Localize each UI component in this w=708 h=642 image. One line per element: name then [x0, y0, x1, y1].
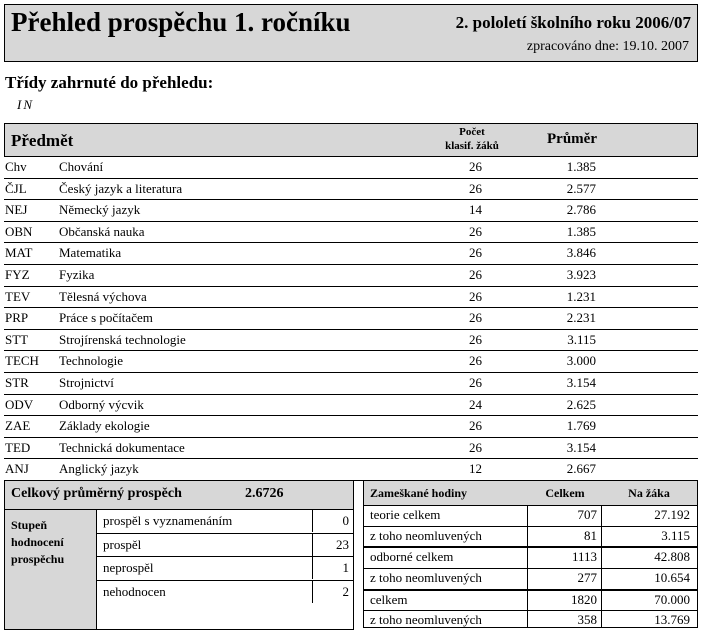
subject-name: Strojírenská technologie [59, 331, 186, 347]
table-row [364, 527, 697, 549]
table-row [97, 510, 353, 534]
absence-label: z toho neomluvených [370, 612, 482, 628]
subject-code: TED [5, 439, 31, 455]
subject-average: 2.231 [566, 310, 596, 326]
grade-category-line2: hodnocení [11, 535, 64, 549]
grade-label: prospěl [103, 536, 142, 552]
absence-total: 358 [577, 612, 597, 628]
absence-table-body [364, 506, 697, 631]
table-row [364, 506, 697, 527]
report-header [4, 4, 698, 62]
subject-count: 14 [469, 202, 482, 218]
grade-label: nehodnocen [103, 583, 166, 599]
grade-label: neprospěl [103, 560, 154, 575]
grade-count: 2 [312, 581, 352, 603]
subject-name: Fyzika [59, 266, 95, 282]
subject-average: 2.625 [566, 396, 596, 412]
subject-count: 26 [469, 310, 482, 326]
table-row [364, 548, 697, 569]
grade-count: 1 [312, 557, 352, 579]
absence-per-student: 13.769 [654, 612, 690, 628]
grade-category-line1: Stupeň [11, 518, 48, 532]
subject-code: Chv [5, 159, 27, 174]
table-row [4, 265, 698, 287]
absence-per-student: 70.000 [654, 591, 690, 607]
grade-category-label [5, 517, 96, 568]
subject-count: 26 [469, 223, 482, 239]
subjects-table-header [4, 123, 698, 157]
classes-value: IN [17, 97, 34, 112]
subject-code: TECH [5, 353, 39, 369]
subject-name: Anglický jazyk [59, 461, 139, 477]
overall-summary-header [5, 481, 353, 510]
absence-total: 81 [584, 527, 597, 543]
subject-code: TEV [5, 288, 31, 304]
table-row [4, 179, 698, 201]
table-row [4, 330, 698, 352]
subject-count: 26 [469, 245, 482, 261]
subject-average: 3.115 [567, 331, 596, 347]
subject-average: 3.923 [566, 266, 596, 282]
subject-count: 26 [469, 180, 482, 196]
absence-total: 707 [577, 507, 597, 522]
subject-count: 26 [469, 288, 482, 304]
subject-average: 1.385 [566, 223, 596, 239]
absence-label: teorie celkem [370, 507, 441, 522]
subject-name: Chování [59, 159, 104, 174]
overall-average-value: 2.6726 [245, 486, 284, 501]
subject-name: Technická dokumentace [59, 439, 185, 455]
subject-name: Práce s počítačem [59, 310, 153, 326]
absence-label-header: Zameškané hodiny [370, 486, 468, 500]
subject-count: 12 [469, 461, 482, 477]
table-row [97, 534, 353, 558]
subject-average: 3.000 [566, 353, 596, 369]
table-row [364, 569, 697, 591]
absence-summary-box [363, 480, 698, 628]
subject-count: 26 [469, 353, 482, 369]
grade-count: 23 [312, 534, 352, 556]
absence-label: z toho neomluvených [370, 527, 482, 543]
school-period: 2. pololetí školního roku 2006/07 [455, 13, 691, 32]
table-row [4, 157, 698, 179]
subject-name: Český jazyk a literatura [59, 180, 183, 196]
overall-average-label: Celkový průměrný prospěch [11, 486, 182, 501]
subject-count: 26 [469, 266, 482, 282]
subject-name: Občanská nauka [59, 223, 145, 239]
subject-count: 24 [469, 396, 482, 412]
subject-code: ANJ [5, 461, 29, 477]
subject-count: 26 [469, 374, 482, 390]
absence-label: odborné celkem [370, 549, 454, 565]
subject-average: 3.154 [566, 439, 596, 455]
subject-name: Technologie [59, 353, 124, 369]
grade-category-cell [5, 510, 97, 629]
subject-average: 3.846 [566, 245, 596, 261]
absence-total: 277 [577, 570, 597, 586]
subject-code: ODV [5, 396, 34, 412]
table-row [4, 373, 698, 395]
subject-average: 2.667 [566, 461, 596, 477]
absence-per-student: 3.115 [661, 527, 690, 543]
table-row [4, 287, 698, 309]
subjects-table-body [4, 157, 698, 481]
subject-code: NEJ [5, 202, 28, 218]
table-row [4, 308, 698, 330]
table-row [4, 459, 698, 481]
table-row [4, 416, 698, 438]
subject-count: 26 [469, 159, 482, 174]
count-header-line2: klasif. žáků [445, 140, 499, 152]
average-column-header: Průměr [547, 131, 597, 147]
subject-average: 3.154 [566, 374, 596, 390]
subject-column-header: Předmět [11, 131, 74, 150]
subject-code: ZAE [5, 418, 31, 434]
table-row [4, 243, 698, 265]
table-row [4, 395, 698, 417]
subject-name: Německý jazyk [59, 202, 141, 218]
absence-per-student: 10.654 [654, 570, 690, 586]
absence-per-student: 42.808 [654, 549, 690, 565]
absence-total: 1113 [571, 549, 597, 565]
subject-average: 2.786 [566, 202, 596, 218]
absence-label: celkem [370, 591, 408, 607]
processed-date: zpracováno dne: 19.10. 2007 [526, 39, 689, 54]
table-row [4, 222, 698, 244]
subject-average: 2.577 [566, 180, 596, 196]
absence-per-student-header: Na žáka [628, 486, 670, 500]
subject-name: Základy ekologie [59, 418, 150, 434]
subject-code: STT [5, 331, 29, 347]
count-header-line1: Počet [459, 126, 485, 138]
grade-category-line3: prospěchu [11, 552, 65, 566]
subject-name: Matematika [59, 245, 122, 261]
subject-name: Strojnictví [59, 374, 114, 390]
absence-table-header [364, 481, 697, 506]
subject-code: PRP [5, 310, 29, 326]
table-row [364, 591, 697, 612]
table-row [97, 557, 353, 581]
absence-label: z toho neomluvených [370, 570, 482, 586]
subject-average: 1.385 [566, 159, 596, 174]
classes-heading: Třídy zahrnuté do přehledu: [5, 73, 214, 92]
page-title: Přehled prospěchu 1. ročníku [11, 7, 351, 37]
grade-label: prospěl s vyznamenáním [103, 513, 233, 528]
subject-average: 1.231 [566, 288, 596, 304]
absence-total-header: Celkem [545, 486, 585, 500]
subject-code: STR [5, 374, 29, 390]
subject-average: 1.769 [566, 418, 596, 434]
table-row [4, 351, 698, 373]
table-row [364, 611, 697, 631]
subject-code: ČJL [5, 180, 27, 196]
table-row [4, 200, 698, 222]
table-row [4, 438, 698, 460]
subject-count: 26 [469, 418, 482, 434]
grade-rows [97, 510, 353, 603]
subject-name: Odborný výcvik [59, 396, 144, 412]
grade-count: 0 [312, 510, 352, 532]
subject-code: MAT [5, 245, 33, 261]
table-row [97, 581, 353, 604]
subject-code: OBN [5, 223, 33, 239]
absence-total: 1820 [571, 591, 597, 607]
subject-code: FYZ [5, 266, 30, 282]
overall-summary-box [4, 480, 354, 630]
count-column-header [427, 125, 517, 153]
subject-count: 26 [469, 331, 482, 347]
subject-count: 26 [469, 439, 482, 455]
subject-name: Tělesná výchova [59, 288, 147, 304]
absence-per-student: 27.192 [654, 507, 690, 522]
